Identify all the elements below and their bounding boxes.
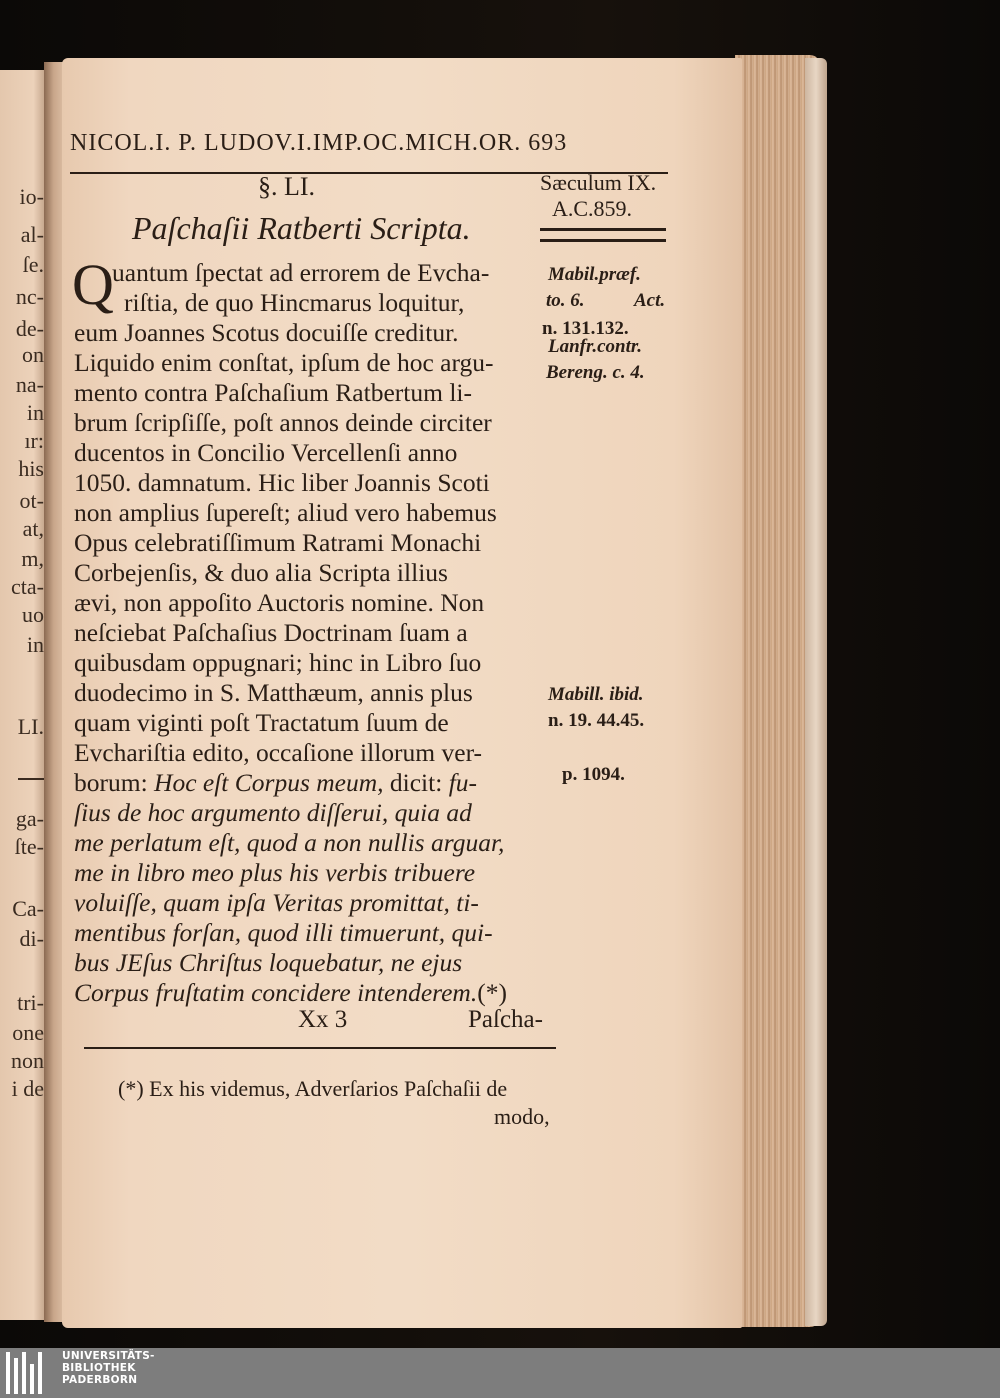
- left-fragment: his: [18, 456, 44, 481]
- italic-line-end: [74, 978, 507, 1008]
- left-fragment: ſe.: [22, 252, 44, 277]
- body-line: riſtia, de quo Hincmarus loquitur,: [124, 288, 465, 317]
- book-cover-edge: [805, 58, 827, 1326]
- left-fragment: na-: [15, 372, 44, 397]
- left-fragment: ga-: [15, 806, 44, 831]
- margin-note: Act.: [634, 290, 666, 311]
- left-fragment: m,: [21, 546, 44, 571]
- left-fragment: at,: [22, 516, 44, 541]
- italic-text: Hoc eſt Corpus meum,: [154, 768, 384, 797]
- left-fragment: in: [26, 632, 44, 657]
- left-fragment: Ca-: [12, 896, 44, 921]
- left-fragment: al-: [20, 222, 44, 247]
- margin-note: p. 1094.: [562, 764, 625, 785]
- left-fragment: ır:: [24, 428, 44, 453]
- left-page-edge: [0, 70, 48, 1320]
- margin-note: Bereng. c. 4.: [546, 362, 645, 383]
- library-name-line: BIBLIOTHEK: [62, 1362, 136, 1374]
- italic-line: ſius de hoc argumento diſſerui, quia ad: [74, 798, 472, 827]
- body-line: ævi, non appoſito Auctoris nomine. Non: [74, 588, 485, 617]
- body-line: Liquido enim conſtat, ipſum de hoc argu-: [74, 348, 494, 377]
- body-line: brum ſcripſiſſe, poſt annos deinde circiter: [74, 408, 492, 437]
- margin-note: Mabil.præf.: [548, 264, 641, 285]
- margin-note: n. 19. 44.45.: [548, 710, 645, 731]
- body-line: quam viginti poſt Tractatum ſuum de: [74, 708, 449, 737]
- left-fragment: non: [11, 1048, 44, 1073]
- left-fragment: de-: [15, 316, 44, 341]
- section-number: §. LI.: [258, 172, 316, 201]
- footnote-line: (*) Ex his videmus, Adverſarios Paſchaſii de: [118, 1076, 508, 1101]
- body-line: non amplius ſupereſt; aliud vero habemus: [74, 498, 497, 527]
- left-fragment: tri-: [17, 990, 44, 1015]
- left-fragment: uo: [22, 602, 44, 627]
- italic-text: Corpus fruſtatim concidere intenderem.: [74, 978, 478, 1007]
- library-name-line: UNIVERSITÄTS-: [62, 1350, 155, 1362]
- left-fragment: i de: [11, 1076, 44, 1101]
- body-line: 1050. damnatum. Hic liber Joannis Scoti: [74, 468, 490, 497]
- anno-label: A.C.859.: [552, 196, 633, 221]
- plain-text: dicit:: [383, 768, 449, 797]
- body-line: Corbejenſis, & duo alia Scripta illius: [74, 558, 448, 587]
- saeculum-label: Sæculum IX.: [540, 170, 657, 195]
- margin-note: n. 131.132.: [542, 318, 629, 339]
- plain-text: borum:: [74, 768, 155, 797]
- left-fragment: LI.: [17, 714, 44, 739]
- left-fragment: di-: [19, 926, 44, 951]
- running-header: NICOL.I. P. LUDOV.I.IMP.OC.MICH.OR. 693: [70, 130, 568, 156]
- footnote-line: modo,: [494, 1104, 550, 1129]
- italic-line: me perlatum eſt, quod a non nullis arguar,: [74, 828, 505, 857]
- footnote-rule: [84, 1047, 556, 1049]
- body-line: ducentos in Concilio Vercellenſi anno: [74, 438, 458, 467]
- left-fragment: one: [12, 1020, 44, 1045]
- body-line: mento contra Paſchaſium Ratbertum li-: [74, 378, 472, 407]
- footnote-marker: (*): [477, 978, 507, 1007]
- drop-cap: Q: [72, 252, 114, 317]
- italic-line: me in libro meo plus his verbis tribuere: [74, 858, 476, 887]
- margin-note: Mabill. ibid.: [548, 684, 644, 705]
- body-line: Evchariſtia edito, occaſione illorum ver-: [74, 738, 483, 767]
- left-fragment: ſte-: [14, 834, 44, 859]
- body-line: quibusdam oppugnari; hinc in Libro ſuo: [74, 648, 482, 677]
- library-name-line: PADERBORN: [62, 1374, 138, 1386]
- section-title: Paſchaſii Ratberti Scripta.: [132, 210, 471, 246]
- left-fragment: cta-: [11, 574, 44, 599]
- signature-mark: Xx 3: [298, 1006, 348, 1033]
- left-fragment: ot-: [19, 488, 44, 513]
- left-fragment: nc-: [15, 284, 44, 309]
- left-fragment: on: [22, 342, 44, 367]
- body-line: duodecimo in S. Matthæum, annis plus: [74, 678, 473, 707]
- body-line: eum Joannes Scotus docuiſſe creditur.: [74, 318, 459, 347]
- body-line: uantum ſpectat ad errorem de Evcha-: [112, 258, 490, 287]
- left-fragment: io-: [19, 184, 44, 209]
- margin-note: Lanfr.contr.: [548, 336, 642, 357]
- body-line-mixed: [74, 768, 477, 798]
- body-line: neſciebat Paſchaſius Doctrinam ſuam a: [74, 618, 468, 647]
- library-logo-icon: [4, 1352, 48, 1394]
- italic-line: mentibus forſan, quod illi timuerunt, qui-: [74, 918, 493, 947]
- italic-line: voluiſſe, quam ipſa Veritas promittat, ti-: [74, 888, 479, 917]
- italic-text: fu-: [448, 768, 478, 797]
- catchword: Paſcha-: [468, 1006, 543, 1033]
- margin-note: to. 6.: [546, 290, 585, 311]
- body-line: Opus celebratiſſimum Ratrami Monachi: [74, 528, 482, 557]
- left-fragment: in: [26, 400, 44, 425]
- margin-double-rule: [540, 228, 666, 242]
- italic-line: bus JEſus Chriſtus loquebatur, ne ejus: [74, 948, 463, 977]
